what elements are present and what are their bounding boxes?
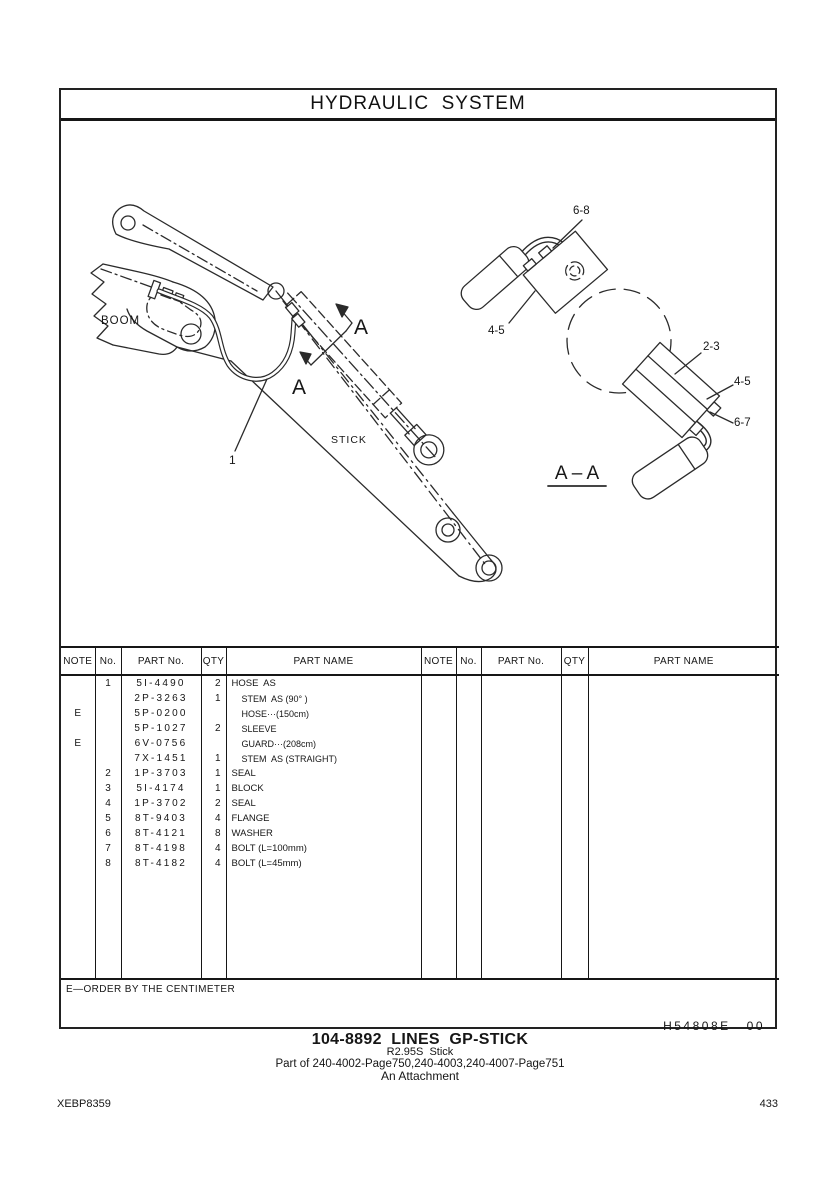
cell-qty: 2 [201, 796, 226, 811]
item1-callout [235, 379, 267, 451]
table-row [61, 675, 779, 691]
table-row [61, 781, 779, 796]
cell-qty: 2 [201, 675, 226, 691]
cell-note [61, 841, 95, 856]
cell-note [61, 721, 95, 736]
lower-clamp-block [623, 342, 727, 443]
table-row [61, 691, 779, 706]
cell-note [61, 796, 95, 811]
cell-part-no: 1P-3703 [121, 766, 201, 781]
cell-part-no: 8T-4198 [121, 841, 201, 856]
cell-part-name: HOSE AS [226, 675, 421, 691]
cell-qty: 1 [201, 691, 226, 706]
table-row [61, 751, 779, 766]
col-part-name-2: PART NAME [588, 647, 779, 675]
cell-note [61, 691, 95, 706]
page-title: HYDRAULIC SYSTEM [61, 90, 775, 121]
table-filler-row [61, 871, 779, 979]
table-row [61, 811, 779, 826]
cell-qty: 2 [201, 721, 226, 736]
table-row [61, 736, 779, 751]
cell-note [61, 811, 95, 826]
table-row [61, 766, 779, 781]
cell-note: E [61, 706, 95, 721]
col-note: NOTE [61, 647, 95, 675]
caption-subtitle-3: An Attachment [380, 1069, 460, 1083]
cell-qty: 1 [201, 781, 226, 796]
col-no-2: No. [456, 647, 481, 675]
section-cut [300, 304, 352, 365]
cell-no: 5 [95, 811, 121, 826]
item1-label: 1 [229, 453, 236, 467]
cell-part-name: STEM AS (90° ) [226, 691, 421, 706]
cell-part-no: 7X-1451 [121, 751, 201, 766]
cell-part-name: SEAL [226, 766, 421, 781]
cell-no: 8 [95, 856, 121, 871]
col-note-2: NOTE [421, 647, 456, 675]
upper-hose-end [457, 243, 533, 314]
cell-qty [201, 706, 226, 721]
cell-note [61, 781, 95, 796]
cell-part-name: BLOCK [226, 781, 421, 796]
cell-part-name: WASHER [226, 826, 421, 841]
cell-part-name: FLANGE [226, 811, 421, 826]
parts-table [61, 646, 779, 980]
cell-no: 4 [95, 796, 121, 811]
cell-note [61, 766, 95, 781]
cell-note [61, 751, 95, 766]
col-part-no-2: PART No. [481, 647, 561, 675]
page-caption [0, 1032, 840, 1082]
cell-qty: 4 [201, 841, 226, 856]
col-part-name: PART NAME [226, 647, 421, 675]
callout-2-3: 2-3 [703, 341, 720, 353]
cell-no: 6 [95, 826, 121, 841]
cell-part-no: 5I-4174 [121, 781, 201, 796]
boom-label: BOOM [101, 315, 141, 327]
footer-publication-code: XEBP8359 [57, 1098, 111, 1110]
cell-qty [201, 736, 226, 751]
col-part-no: PART No. [121, 647, 201, 675]
cell-part-no: 8T-9403 [121, 811, 201, 826]
document-revision: 00 [746, 1019, 765, 1033]
order-note: E—ORDER BY THE CENTIMETER [66, 984, 236, 995]
section-detail [457, 220, 733, 503]
cell-no [95, 736, 121, 751]
table-row [61, 826, 779, 841]
cell-note: E [61, 736, 95, 751]
cell-part-no: 8T-4182 [121, 856, 201, 871]
caption-subtitle-2: Part of 240-4002-Page750,240-4003,240-4007-Page751 [275, 1058, 565, 1070]
cell-part-no: 6V-0756 [121, 736, 201, 751]
cell-part-name: BOLT (L=100mm) [226, 841, 421, 856]
table-row [61, 706, 779, 721]
cell-part-name: SEAL [226, 796, 421, 811]
caption-subtitle-1: R2.95S Stick [386, 1046, 454, 1058]
cell-no [95, 751, 121, 766]
callout-4-5-right: 4-5 [734, 376, 751, 388]
cell-part-no: 8T-4121 [121, 826, 201, 841]
cell-no: 7 [95, 841, 121, 856]
cell-no: 1 [95, 675, 121, 691]
hydraulic-diagram [61, 121, 779, 646]
cell-part-name: STEM AS (STRAIGHT) [226, 751, 421, 766]
stick-label: STICK [331, 434, 367, 446]
table-row [61, 721, 779, 736]
cell-qty: 4 [201, 811, 226, 826]
cell-part-name: GUARD···(208cm) [226, 736, 421, 751]
page-frame [59, 88, 777, 1033]
boom-drawing [91, 205, 273, 361]
cell-part-name: HOSE···(150cm) [226, 706, 421, 721]
table-row [61, 796, 779, 811]
section-title: A – A [554, 463, 600, 484]
table-row [61, 856, 779, 871]
caption-title: 104-8892 LINES GP-STICK [311, 1031, 529, 1048]
cell-qty: 8 [201, 826, 226, 841]
cell-part-name: SLEEVE [226, 721, 421, 736]
lower-hose-end [628, 433, 711, 503]
document-code-value: H54808E [663, 1019, 731, 1033]
cell-part-no: 2P-3263 [121, 691, 201, 706]
cell-note [61, 826, 95, 841]
cell-part-no: 5P-1027 [121, 721, 201, 736]
table-row [61, 841, 779, 856]
cell-qty: 1 [201, 766, 226, 781]
cell-qty: 1 [201, 751, 226, 766]
cell-no: 2 [95, 766, 121, 781]
cell-no: 3 [95, 781, 121, 796]
col-qty: QTY [201, 647, 226, 675]
cell-qty: 4 [201, 856, 226, 871]
section-arrow-label-upper: A [354, 316, 369, 339]
section-arrow-label-lower: A [292, 376, 307, 399]
callout-6-8: 6-8 [573, 205, 590, 217]
cell-part-no: 5I-4490 [121, 675, 201, 691]
col-no: No. [95, 647, 121, 675]
cell-no [95, 721, 121, 736]
cell-note [61, 675, 95, 691]
cell-no [95, 691, 121, 706]
cell-part-name: BOLT (L=45mm) [226, 856, 421, 871]
cell-no [95, 706, 121, 721]
cell-note [61, 856, 95, 871]
cell-part-no: 1P-3702 [121, 796, 201, 811]
callout-4-5-left: 4-5 [488, 325, 505, 337]
cell-part-no: 5P-0200 [121, 706, 201, 721]
col-qty-2: QTY [561, 647, 588, 675]
callout-6-7: 6-7 [734, 417, 751, 429]
table-header-row [61, 647, 779, 675]
footer-page-number: 433 [759, 1098, 778, 1110]
